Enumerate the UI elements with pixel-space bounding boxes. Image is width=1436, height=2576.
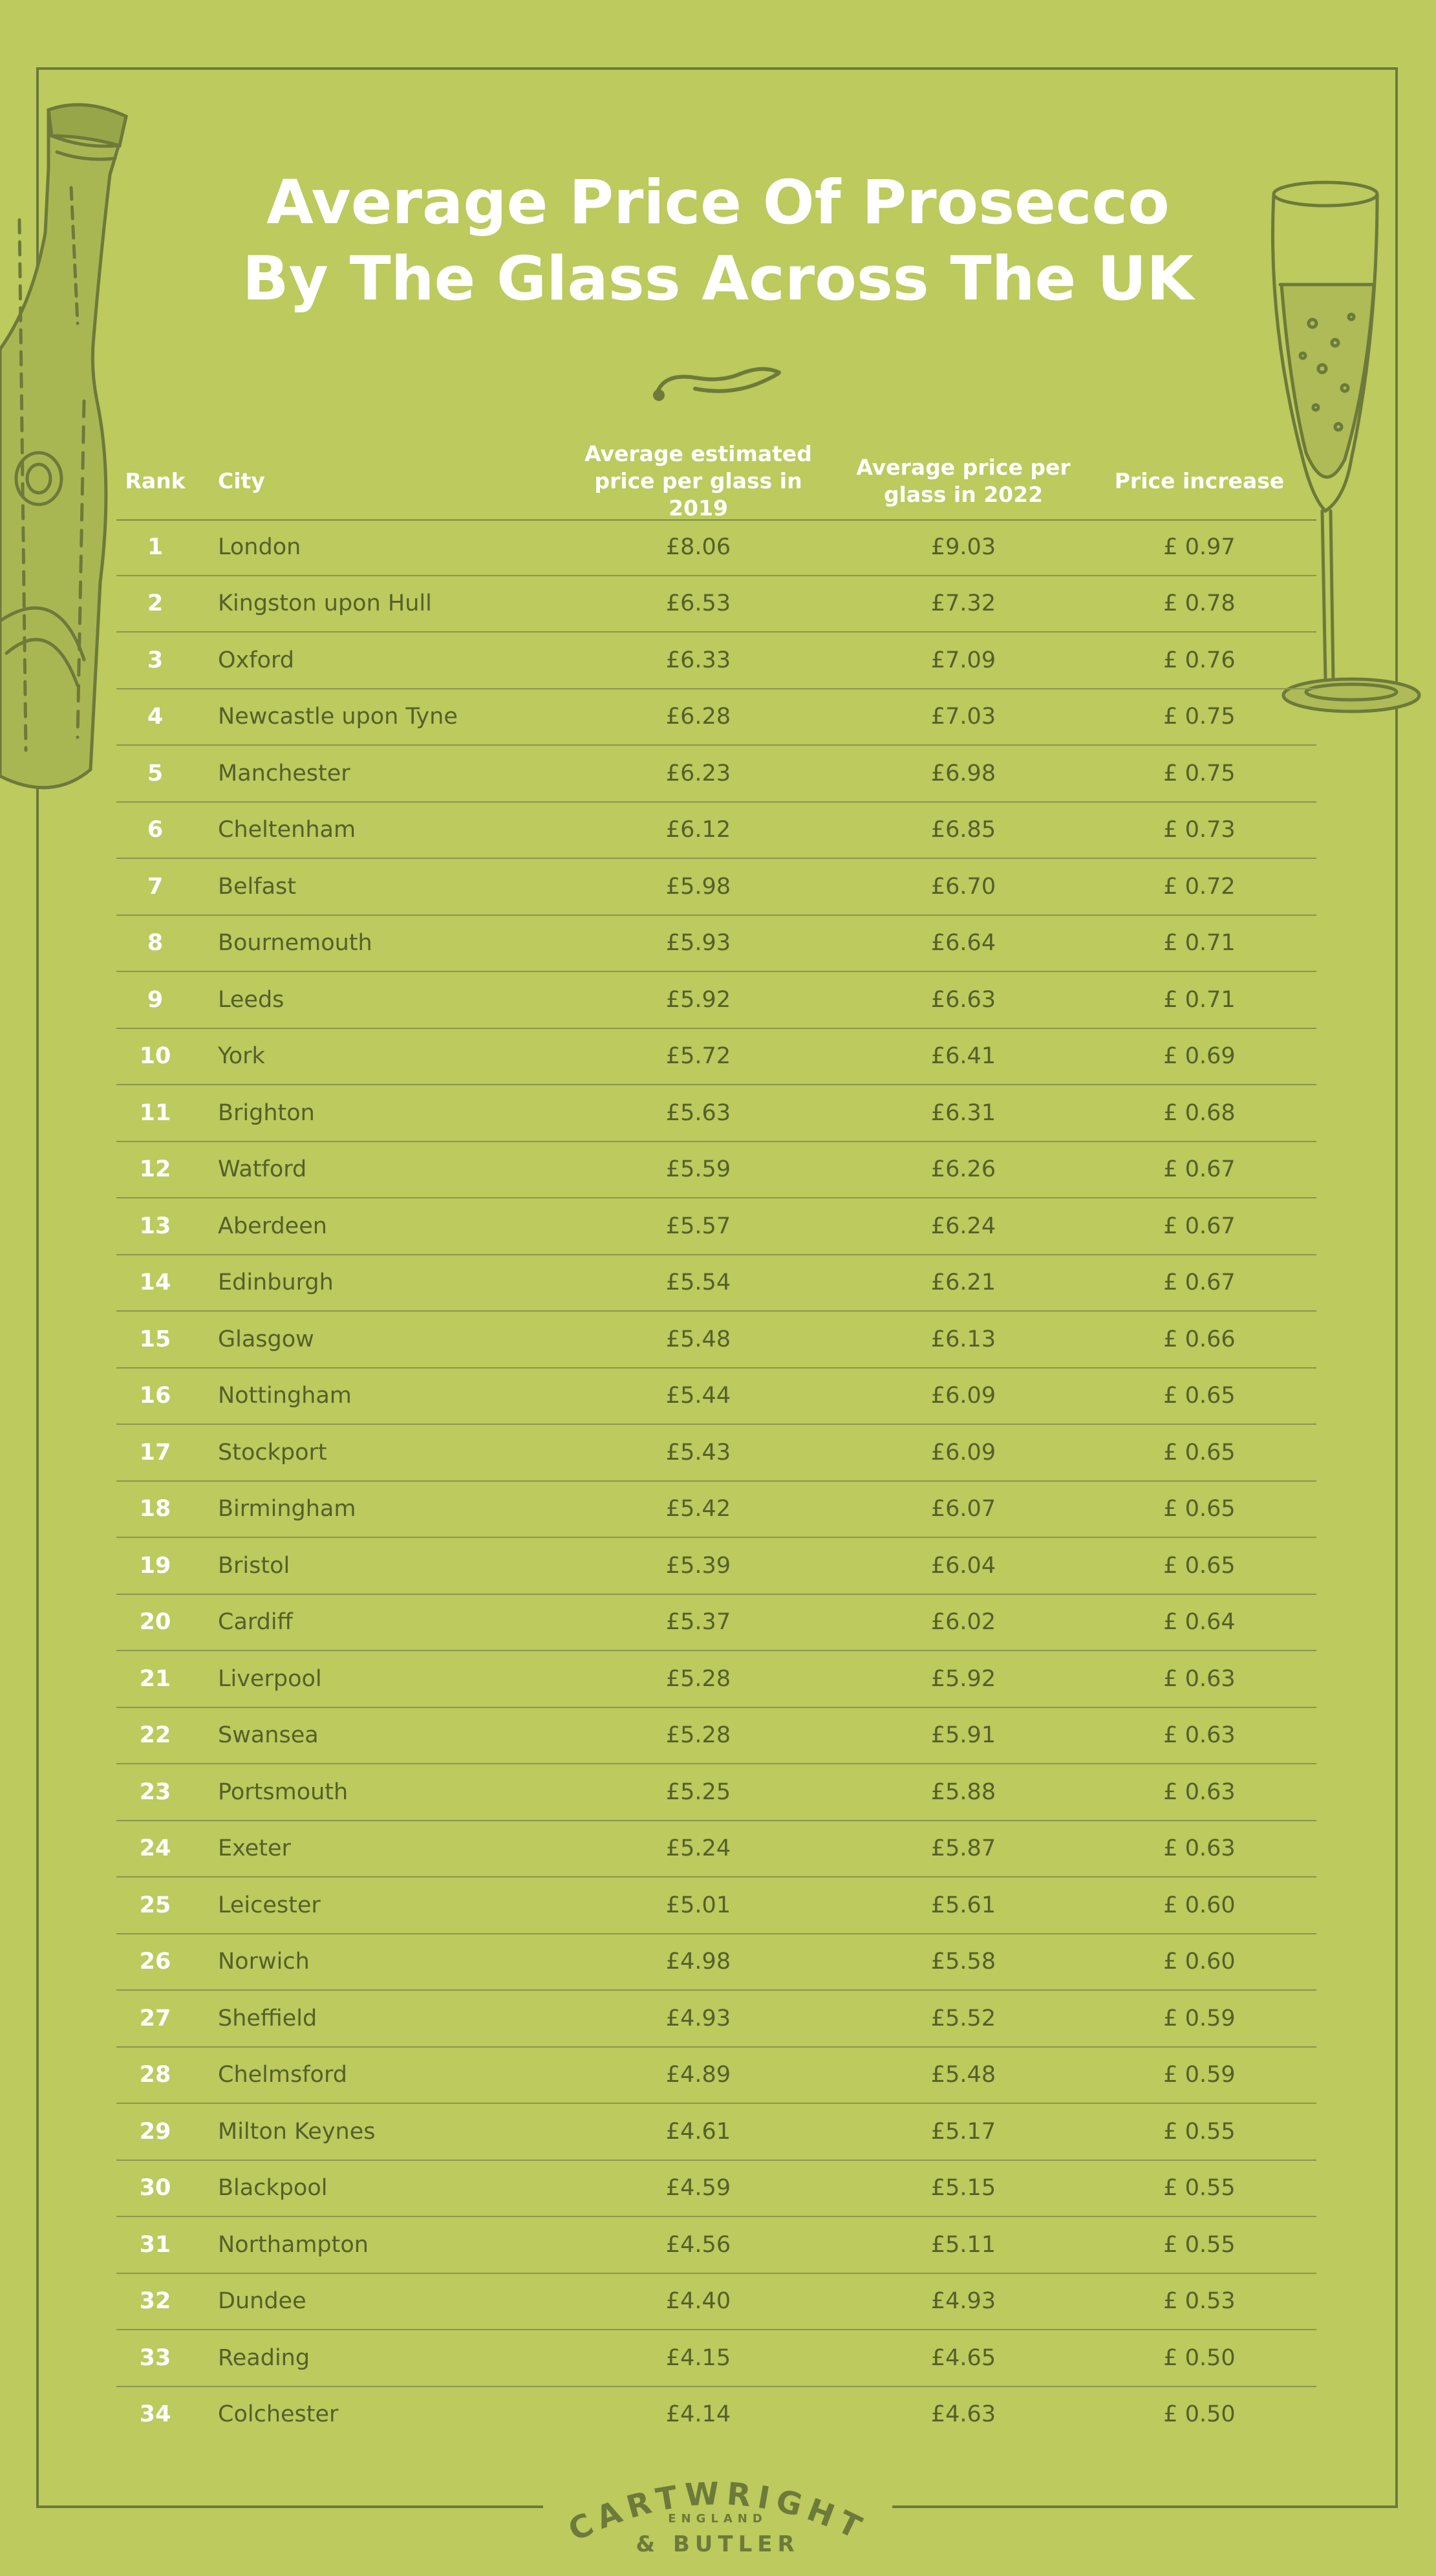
city-cell: Belfast xyxy=(218,873,296,900)
price-2022-cell: £6.31 xyxy=(930,1099,996,1126)
price-2019-cell: £6.12 xyxy=(665,817,731,843)
price-2022-cell: £5.52 xyxy=(930,2005,996,2031)
price-increase-cell: £ 0.59 xyxy=(1163,2062,1236,2088)
header-city: City xyxy=(218,468,265,493)
title-line-1: Average Price Of Prosecco xyxy=(266,168,1170,238)
price-2022-cell: £7.32 xyxy=(930,590,996,617)
price-2019-cell: £5.54 xyxy=(665,1270,731,1296)
price-2022-cell: £5.15 xyxy=(930,2175,996,2202)
price-2019-cell: £4.59 xyxy=(665,2175,731,2202)
table-row xyxy=(116,576,1316,633)
header-price-2019-line-2: price per glass in 2019 xyxy=(594,468,802,521)
header-price-2022 xyxy=(841,443,1086,519)
table-row xyxy=(116,2048,1316,2105)
rank-cell: 26 xyxy=(139,1949,171,1975)
table-row xyxy=(116,972,1316,1029)
rank-cell: 3 xyxy=(147,647,164,673)
price-2019-cell: £5.43 xyxy=(665,1439,731,1466)
rank-cell: 14 xyxy=(139,1270,171,1296)
table-row xyxy=(116,1821,1316,1878)
table-row xyxy=(116,746,1316,803)
price-increase-cell: £ 0.65 xyxy=(1163,1439,1236,1466)
price-2022-cell: £6.04 xyxy=(930,1552,996,1579)
price-increase-cell: £ 0.53 xyxy=(1163,2288,1236,2315)
price-2019-cell: £6.23 xyxy=(665,760,731,786)
table-row xyxy=(116,1198,1316,1255)
flourish-icon xyxy=(650,360,786,405)
city-cell: Leicester xyxy=(218,1892,321,1918)
price-2019-cell: £8.06 xyxy=(665,534,731,560)
city-cell: Watford xyxy=(218,1156,307,1183)
price-increase-cell: £ 0.63 xyxy=(1163,1722,1236,1749)
price-increase-cell: £ 0.65 xyxy=(1163,1552,1236,1579)
price-increase-cell: £ 0.59 xyxy=(1163,2005,1236,2031)
rank-cell: 5 xyxy=(147,760,164,786)
price-2022-cell: £6.63 xyxy=(930,986,996,1013)
price-2019-cell: £5.72 xyxy=(665,1043,731,1070)
rank-cell: 7 xyxy=(147,873,164,900)
table-row xyxy=(116,519,1316,576)
price-2022-cell: £6.21 xyxy=(930,1270,996,1296)
price-increase-cell: £ 0.71 xyxy=(1163,986,1236,1013)
rank-cell: 12 xyxy=(139,1156,171,1183)
rank-cell: 34 xyxy=(139,2401,171,2428)
rank-cell: 21 xyxy=(139,1665,171,1692)
city-cell: Birmingham xyxy=(218,1496,356,1522)
table-row xyxy=(116,2217,1316,2274)
table-row xyxy=(116,689,1316,746)
table-row xyxy=(116,1425,1316,1482)
city-cell: York xyxy=(218,1043,265,1070)
price-2022-cell: £6.64 xyxy=(930,930,996,957)
price-increase-cell: £ 0.66 xyxy=(1163,1326,1236,1352)
rank-cell: 24 xyxy=(139,1835,171,1862)
city-cell: Bournemouth xyxy=(218,930,372,957)
table-row xyxy=(116,1142,1316,1199)
table-row xyxy=(116,2161,1316,2218)
city-cell: Stockport xyxy=(218,1439,327,1466)
price-2019-cell: £6.33 xyxy=(665,647,731,673)
table-row xyxy=(116,803,1316,860)
table-row xyxy=(116,1764,1316,1821)
price-increase-cell: £ 0.60 xyxy=(1163,1949,1236,1975)
header-price-2019 xyxy=(563,443,834,519)
price-increase-cell: £ 0.55 xyxy=(1163,2231,1236,2258)
table-row xyxy=(116,1651,1316,1708)
price-increase-cell: £ 0.69 xyxy=(1163,1043,1236,1070)
cartwright-butler-logo xyxy=(556,2458,879,2568)
price-increase-cell: £ 0.97 xyxy=(1163,534,1236,560)
table-row xyxy=(116,1595,1316,1652)
table-row xyxy=(116,1369,1316,1425)
rank-cell: 32 xyxy=(139,2288,171,2315)
header-price-increase: Price increase xyxy=(1114,468,1285,493)
city-cell: Edinburgh xyxy=(218,1270,334,1296)
table-body xyxy=(116,519,1316,2442)
price-2019-cell: £5.28 xyxy=(665,1665,731,1692)
price-increase-cell: £ 0.67 xyxy=(1163,1156,1236,1183)
city-cell: Portsmouth xyxy=(218,1779,348,1805)
city-cell: Aberdeen xyxy=(218,1213,327,1239)
rank-cell: 31 xyxy=(139,2231,171,2258)
price-2022-cell: £5.92 xyxy=(930,1665,996,1692)
table-row xyxy=(116,1085,1316,1142)
price-2022-cell: £5.88 xyxy=(930,1779,996,1805)
table-row xyxy=(116,1482,1316,1539)
price-2022-cell: £4.65 xyxy=(930,2344,996,2371)
price-2022-cell: £7.09 xyxy=(930,647,996,673)
price-2019-cell: £5.25 xyxy=(665,1779,731,1805)
price-increase-cell: £ 0.76 xyxy=(1163,647,1236,673)
city-cell: Colchester xyxy=(218,2401,339,2428)
city-cell: Oxford xyxy=(218,647,294,673)
page-title xyxy=(0,165,1436,318)
logo-middle-text: ENGLAND xyxy=(668,2512,767,2526)
price-increase-cell: £ 0.75 xyxy=(1163,760,1236,786)
price-2019-cell: £5.24 xyxy=(665,1835,731,1862)
city-cell: Reading xyxy=(218,2344,310,2371)
price-2022-cell: £6.09 xyxy=(930,1383,996,1409)
price-2022-cell: £5.11 xyxy=(930,2231,996,2258)
price-increase-cell: £ 0.72 xyxy=(1163,873,1236,900)
price-increase-cell: £ 0.50 xyxy=(1163,2401,1236,2428)
city-cell: Milton Keynes xyxy=(218,2118,376,2145)
logo-arc-text: CARTWRIGHT xyxy=(563,2475,873,2549)
rank-cell: 8 xyxy=(147,930,164,957)
rank-cell: 18 xyxy=(139,1496,171,1522)
rank-cell: 10 xyxy=(139,1043,171,1070)
price-2022-cell: £6.13 xyxy=(930,1326,996,1352)
price-increase-cell: £ 0.63 xyxy=(1163,1779,1236,1805)
price-increase-cell: £ 0.68 xyxy=(1163,1099,1236,1126)
city-cell: Nottingham xyxy=(218,1383,352,1409)
price-2022-cell: £6.70 xyxy=(930,873,996,900)
price-2022-cell: £5.58 xyxy=(930,1949,996,1975)
table-row xyxy=(116,2104,1316,2161)
price-2019-cell: £6.28 xyxy=(665,704,731,730)
city-cell: Swansea xyxy=(218,1722,319,1749)
price-2019-cell: £5.93 xyxy=(665,930,731,957)
price-increase-cell: £ 0.78 xyxy=(1163,590,1236,617)
table-row xyxy=(116,1934,1316,1991)
price-increase-cell: £ 0.64 xyxy=(1163,1609,1236,1636)
city-cell: Kingston upon Hull xyxy=(218,590,432,617)
price-2022-cell: £4.93 xyxy=(930,2288,996,2315)
price-2019-cell: £6.53 xyxy=(665,590,731,617)
city-cell: Glasgow xyxy=(218,1326,314,1352)
rank-cell: 25 xyxy=(139,1892,171,1918)
rank-cell: 30 xyxy=(139,2175,171,2202)
rank-cell: 27 xyxy=(139,2005,171,2031)
rank-cell: 1 xyxy=(147,534,164,560)
city-cell: Chelmsford xyxy=(218,2062,347,2088)
rank-cell: 33 xyxy=(139,2344,171,2371)
rank-cell: 22 xyxy=(139,1722,171,1749)
price-2019-cell: £5.28 xyxy=(665,1722,731,1749)
header-rank: Rank xyxy=(125,468,186,493)
table-row xyxy=(116,916,1316,973)
rank-cell: 13 xyxy=(139,1213,171,1239)
price-2019-cell: £4.40 xyxy=(665,2288,731,2315)
table-row xyxy=(116,633,1316,689)
city-cell: Newcastle upon Tyne xyxy=(218,704,458,730)
price-increase-cell: £ 0.50 xyxy=(1163,2344,1236,2371)
city-cell: Leeds xyxy=(218,986,284,1013)
price-2022-cell: £5.91 xyxy=(930,1722,996,1749)
city-cell: Norwich xyxy=(218,1949,310,1975)
rank-cell: 17 xyxy=(139,1439,171,1466)
price-2019-cell: £5.57 xyxy=(665,1213,731,1239)
table-row xyxy=(116,2387,1316,2443)
price-increase-cell: £ 0.67 xyxy=(1163,1270,1236,1296)
rank-cell: 20 xyxy=(139,1609,171,1636)
table-header xyxy=(116,443,1316,521)
price-increase-cell: £ 0.73 xyxy=(1163,817,1236,843)
city-cell: Cardiff xyxy=(218,1609,293,1636)
city-cell: Northampton xyxy=(218,2231,369,2258)
price-2019-cell: £5.48 xyxy=(665,1326,731,1352)
price-increase-cell: £ 0.65 xyxy=(1163,1496,1236,1522)
city-cell: Sheffield xyxy=(218,2005,317,2031)
price-2019-cell: £4.93 xyxy=(665,2005,731,2031)
rank-cell: 16 xyxy=(139,1383,171,1409)
price-2022-cell: £6.26 xyxy=(930,1156,996,1183)
price-2019-cell: £4.56 xyxy=(665,2231,731,2258)
price-2022-cell: £6.09 xyxy=(930,1439,996,1466)
table-row xyxy=(116,1991,1316,2048)
table-row xyxy=(116,1878,1316,1934)
price-2019-cell: £5.59 xyxy=(665,1156,731,1183)
rank-cell: 11 xyxy=(139,1099,171,1126)
table-row xyxy=(116,1255,1316,1312)
price-2019-cell: £4.14 xyxy=(665,2401,731,2428)
price-2022-cell: £5.48 xyxy=(930,2062,996,2088)
price-2022-cell: £6.24 xyxy=(930,1213,996,1239)
price-2019-cell: £5.37 xyxy=(665,1609,731,1636)
table-row xyxy=(116,1029,1316,1086)
city-cell: London xyxy=(218,534,301,560)
price-increase-cell: £ 0.75 xyxy=(1163,704,1236,730)
table-row xyxy=(116,859,1316,916)
price-increase-cell: £ 0.63 xyxy=(1163,1665,1236,1692)
price-2022-cell: £9.03 xyxy=(930,534,996,560)
price-2019-cell: £4.89 xyxy=(665,2062,731,2088)
price-2019-cell: £4.15 xyxy=(665,2344,731,2371)
price-increase-cell: £ 0.63 xyxy=(1163,1835,1236,1862)
rank-cell: 2 xyxy=(147,590,164,617)
rank-cell: 6 xyxy=(147,817,164,843)
title-line-2: By The Glass Across The UK xyxy=(242,244,1194,314)
header-price-2022-line-1: Average price per xyxy=(856,455,1071,480)
rank-cell: 19 xyxy=(139,1552,171,1579)
price-2019-cell: £5.01 xyxy=(665,1892,731,1918)
city-cell: Blackpool xyxy=(218,2175,328,2202)
price-2022-cell: £6.02 xyxy=(930,1609,996,1636)
price-2019-cell: £4.98 xyxy=(665,1949,731,1975)
price-2019-cell: £5.44 xyxy=(665,1383,731,1409)
city-cell: Dundee xyxy=(218,2288,306,2315)
rank-cell: 9 xyxy=(147,986,164,1013)
city-cell: Cheltenham xyxy=(218,817,356,843)
price-2022-cell: £5.17 xyxy=(930,2118,996,2145)
table-row xyxy=(116,2274,1316,2331)
table-row xyxy=(116,1708,1316,1765)
city-cell: Exeter xyxy=(218,1835,291,1862)
logo-bottom-text: & BUTLER xyxy=(636,2531,800,2557)
price-increase-cell: £ 0.71 xyxy=(1163,930,1236,957)
rank-cell: 15 xyxy=(139,1326,171,1352)
table-row xyxy=(116,1538,1316,1595)
price-2022-cell: £5.87 xyxy=(930,1835,996,1862)
price-2019-cell: £5.98 xyxy=(665,873,731,900)
price-2022-cell: £6.85 xyxy=(930,817,996,843)
price-increase-cell: £ 0.65 xyxy=(1163,1383,1236,1409)
rank-cell: 4 xyxy=(147,704,164,730)
city-cell: Manchester xyxy=(218,760,350,786)
rank-cell: 29 xyxy=(139,2118,171,2145)
table-row xyxy=(116,1312,1316,1369)
price-increase-cell: £ 0.67 xyxy=(1163,1213,1236,1239)
price-2022-cell: £6.41 xyxy=(930,1043,996,1070)
price-2022-cell: £4.63 xyxy=(930,2401,996,2428)
price-2022-cell: £6.98 xyxy=(930,760,996,786)
city-cell: Liverpool xyxy=(218,1665,322,1692)
rank-cell: 23 xyxy=(139,1779,171,1805)
price-2019-cell: £5.39 xyxy=(665,1552,731,1579)
header-price-2019-line-1: Average estimated xyxy=(584,441,812,466)
price-2019-cell: £5.92 xyxy=(665,986,731,1013)
price-2022-cell: £5.61 xyxy=(930,1892,996,1918)
price-2022-cell: £7.03 xyxy=(930,704,996,730)
price-increase-cell: £ 0.60 xyxy=(1163,1892,1236,1918)
price-2019-cell: £5.63 xyxy=(665,1099,731,1126)
rank-cell: 28 xyxy=(139,2062,171,2088)
price-2022-cell: £6.07 xyxy=(930,1496,996,1522)
header-price-2022-line-2: glass in 2022 xyxy=(883,482,1044,507)
price-2019-cell: £4.61 xyxy=(665,2118,731,2145)
price-increase-cell: £ 0.55 xyxy=(1163,2118,1236,2145)
city-cell: Brighton xyxy=(218,1099,315,1126)
price-2019-cell: £5.42 xyxy=(665,1496,731,1522)
city-cell: Bristol xyxy=(218,1552,290,1579)
table-row xyxy=(116,2330,1316,2387)
price-increase-cell: £ 0.55 xyxy=(1163,2175,1236,2202)
